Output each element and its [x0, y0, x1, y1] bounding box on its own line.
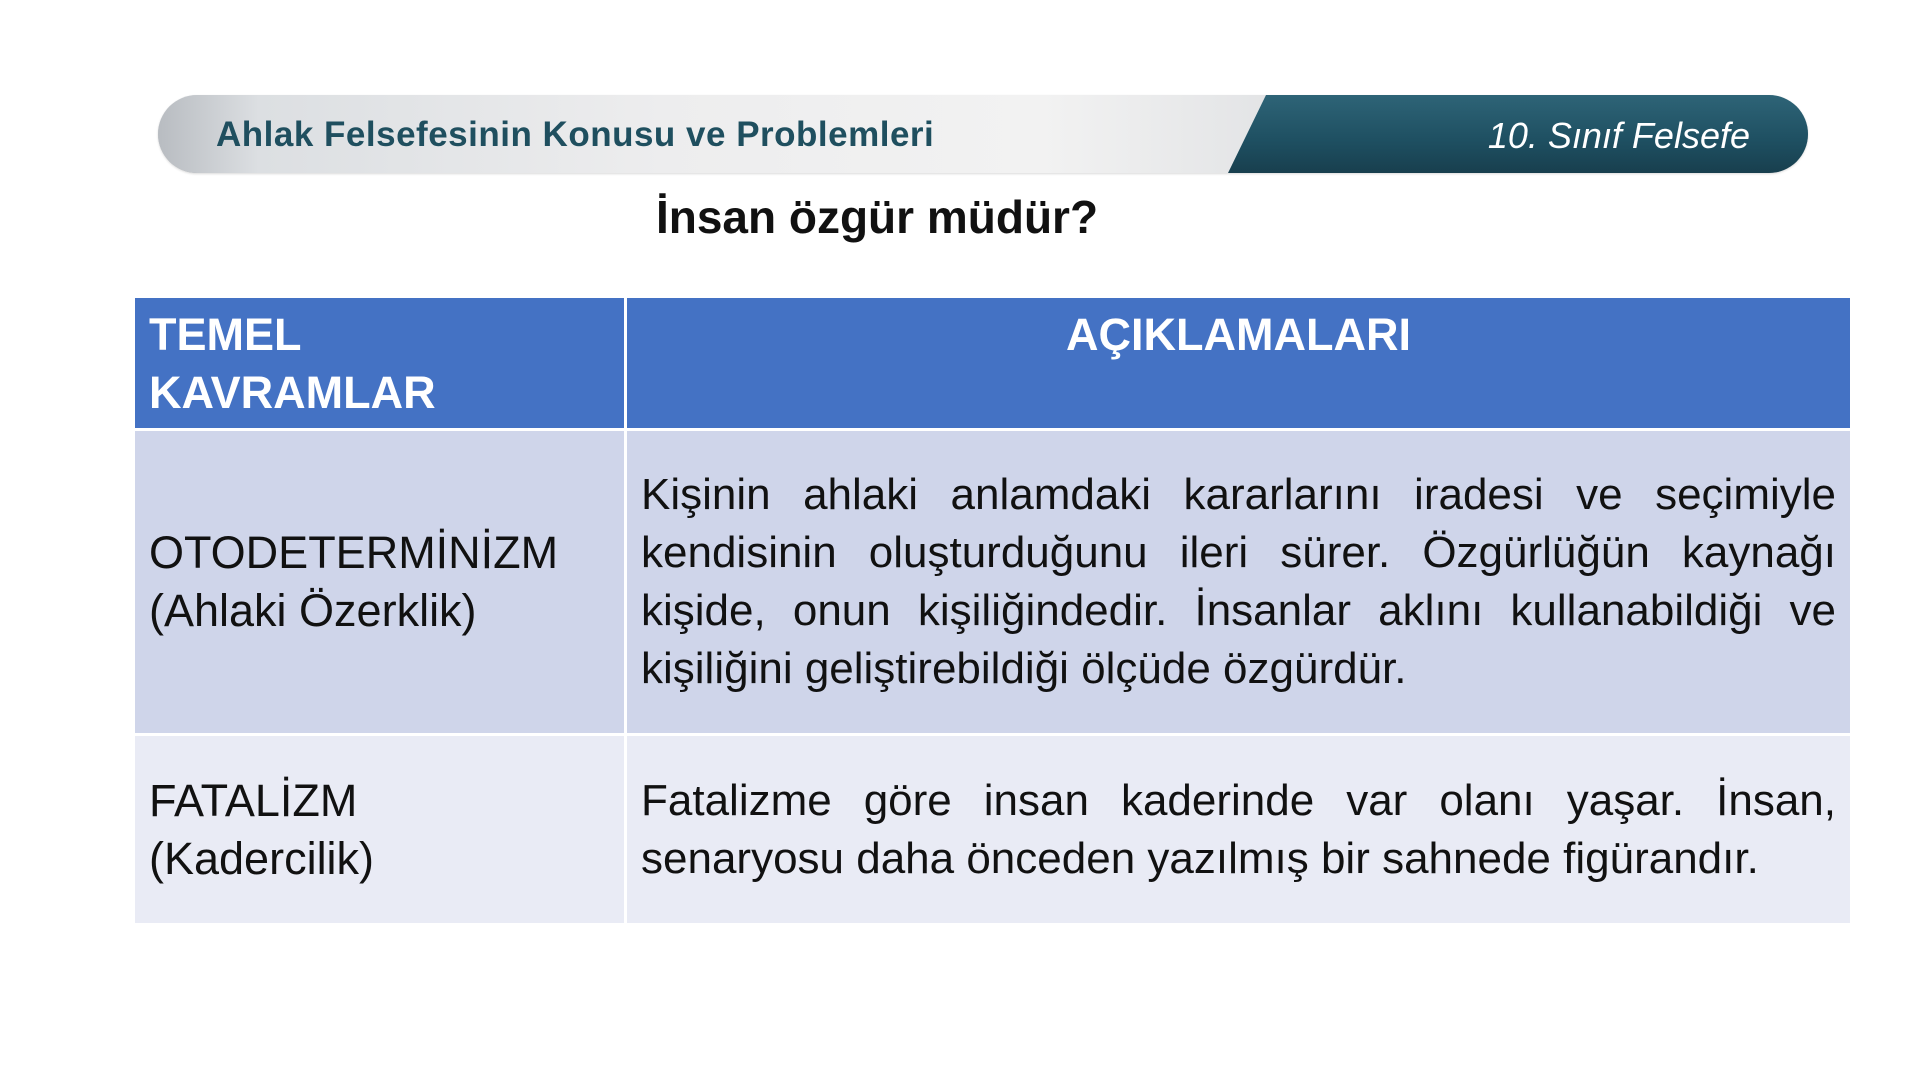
table-header-row [134, 297, 1852, 430]
term-name: OTODETERMİNİZM [149, 527, 559, 578]
term-cell [134, 735, 626, 925]
banner-subtitle: 10. Sınıf Felsefe [1487, 115, 1750, 156]
concepts-table [132, 295, 1853, 926]
header-term-line1: TEMEL [149, 309, 302, 360]
header-description-cell: AÇIKLAMALARI [626, 297, 1852, 430]
term-alias: (Kadercilik) [149, 832, 375, 884]
header-term-line2: KAVRAMLAR [149, 367, 436, 418]
table-row [134, 430, 1852, 735]
term-cell [134, 430, 626, 735]
header-term-cell [134, 297, 626, 430]
description-cell: Kişinin ahlaki anlamdaki kararlarını iradesi ve seçimiyle kendisinin oluşturduğunu ileri sürer. Özgürlüğün kaynağı kişide, onun kişiliğindedir. İnsanlar aklını kullanabildiği ve kişiliğini geliştirebildiği ölçüde özgürdür. [626, 430, 1852, 735]
term-name: FATALİZM [149, 774, 358, 826]
header-banner [158, 95, 1808, 173]
term-alias: (Ahlaki Özerklik) [149, 585, 477, 636]
table-row [134, 735, 1852, 925]
description-cell: Fatalizme göre insan kaderinde var olanı yaşar. İnsan, senaryosu daha önceden yazılmış bir sahnede figürandır. [626, 735, 1852, 925]
page-question: İnsan özgür müdür? [655, 191, 1099, 243]
banner-title: Ahlak Felsefesinin Konusu ve Problemleri [216, 115, 935, 154]
